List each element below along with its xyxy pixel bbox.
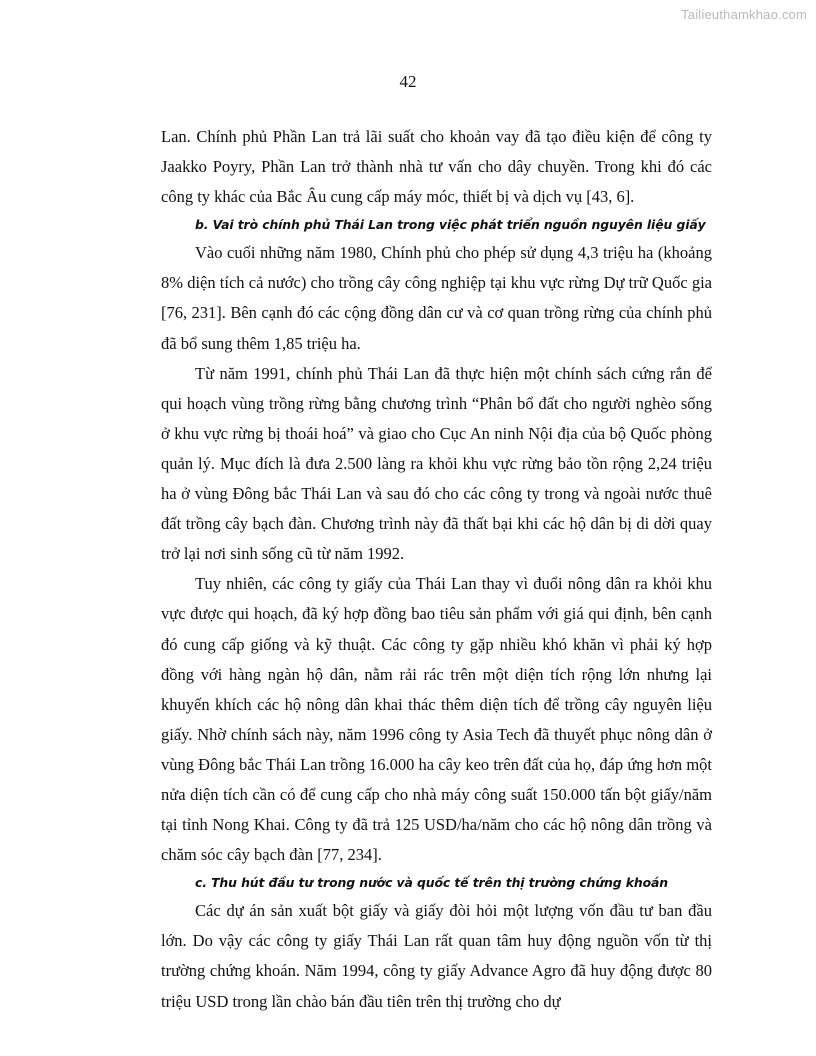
paragraph-continuation: Lan. Chính phủ Phần Lan trả lãi suất cho khoản vay đã tạo điều kiện để công ty Jaakko Poyry, Phần Lan trở thành nhà tư vấn cho dây chuyền. Trong khi đó các công ty khác của Bắc Âu cung cấp máy móc, thiết bị và dịch vụ [43, 6]. xyxy=(161,127,712,207)
page-number: 42 xyxy=(399,72,417,91)
paragraph: Vào cuối những năm 1980, Chính phủ cho phép sử dụng 4,3 triệu ha (khoảng 8% diện tích cả nước) cho trồng cây công nghiệp tại khu vực rừng Dự trữ Quốc gia [76, 231]. Bên cạnh đó các cộng đồng dân cư và cơ quan trồng rừng của chính phủ đã bổ sung thêm 1,85 triệu ha. xyxy=(161,243,712,353)
section-heading-b: b. Vai trò chính phủ Thái Lan trong việc phát triển nguồn nguyên liệu giấy xyxy=(195,217,706,233)
paragraph: Tuy nhiên, các công ty giấy của Thái Lan thay vì đuổi nông dân ra khỏi khu vực được qui hoạch, đã ký hợp đồng bao tiêu sản phẩm với giá qui định, bên cạnh đó cung cấp giống và kỹ thuật. Các công ty gặp nhiều khó khăn vì phải ký hợp đồng với hàng ngàn hộ dân, nằm rải rác trên một diện tích rộng lớn nhưng lại khuyến khích các hộ nông dân khai thác thêm diện tích để trồng cây nguyên liệu giấy. Nhờ chính sách này, năm 1996 công ty Asia Tech đã thuyết phục nông dân ở vùng Đông bắc Thái Lan trồng 16.000 ha cây keo trên đất của họ, đáp ứng hơn một nửa diện tích cần có để cung cấp cho nhà máy công suất 150.000 tấn bột giấy/năm tại tỉnh Nong Khai. Công ty đã trả 125 USD/ha/năm cho các hộ nông dân trồng và chăm sóc cây bạch đàn [77, 234]. xyxy=(161,574,712,865)
document-body xyxy=(161,122,712,1017)
section-heading-c: c. Thu hút đầu tư trong nước và quốc tế trên thị trường chứng khoán xyxy=(195,875,668,891)
paragraph: Từ năm 1991, chính phủ Thái Lan đã thực hiện một chính sách cứng rắn để qui hoạch vùng trồng rừng bằng chương trình “Phân bổ đất cho người nghèo sống ở khu vực rừng bị thoái hoá” và giao cho Cục An ninh Nội địa của bộ Quốc phòng quản lý. Mục đích là đưa 2.500 làng ra khỏi khu vực rừng bảo tồn rộng 2,24 triệu ha ở vùng Đông bắc Thái Lan và sau đó cho các công ty trong và ngoài nước thuê đất trồng cây bạch đàn. Chương trình này đã thất bại khi các hộ dân bị di dời quay trở lại nơi sinh sống cũ từ năm 1992. xyxy=(161,363,712,564)
watermark-text: Tailieuthamkhao.com xyxy=(681,7,807,22)
paragraph: Các dự án sản xuất bột giấy và giấy đòi hỏi một lượng vốn đầu tư ban đầu lớn. Do vậy các công ty giấy Thái Lan rất quan tâm huy động nguồn vốn từ thị trường chứng khoán. Năm 1994, công ty giấy Advance Agro đã huy động được 80 triệu USD trong lần chào bán đầu tiên trên thị trường cho dự xyxy=(161,901,712,1011)
